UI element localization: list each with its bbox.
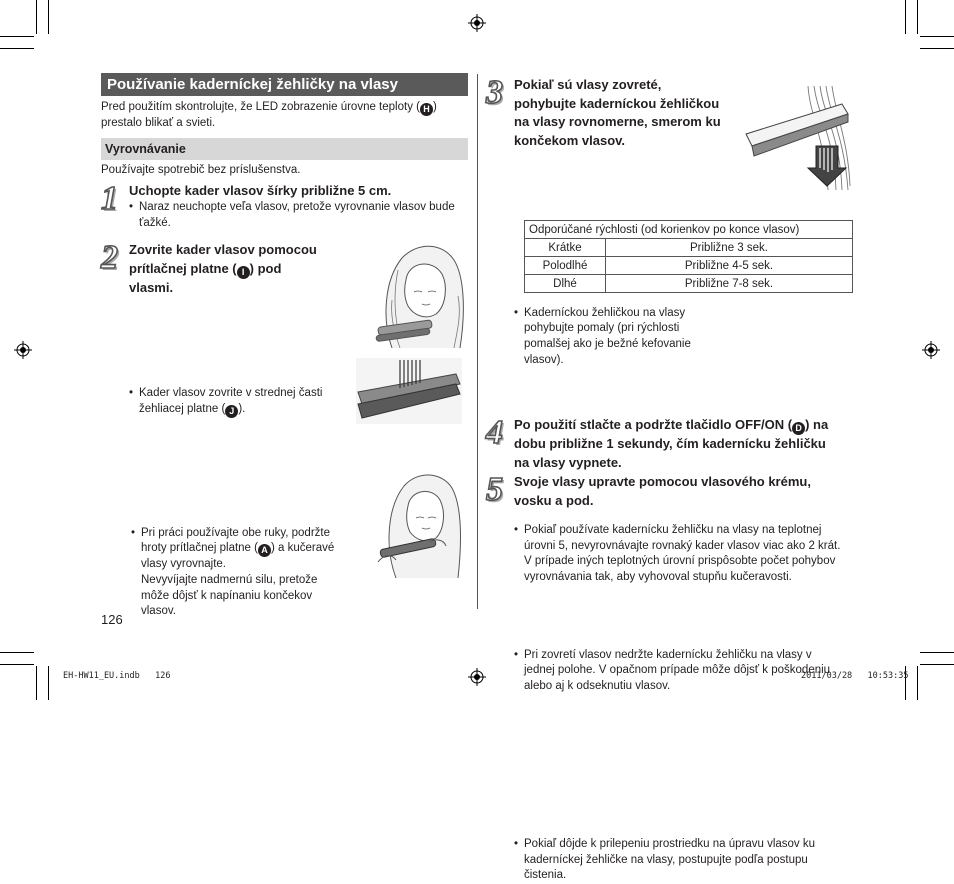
step-bullet: • Pokiaľ používate kadernícku žehličku na vlasy na teplotnej úrovni 5, nevyrovnávajte rovnaký kader vlasov viac ako 2 krát. V prípade iných teplotných úrovní prispôsobte počet pohybov vyrovnávania tak, aby vyhovoval stupňu kučeravosti. <box>514 524 841 583</box>
step-number: 1 <box>101 180 118 217</box>
marker-h-icon: H <box>420 103 433 116</box>
subsection-header: Vyrovnávanie <box>101 138 468 160</box>
marker-j-icon: J <box>225 405 238 418</box>
footer-datetime: 2011/03/28 10:53:35 <box>801 671 909 681</box>
registration-mark-icon <box>922 341 940 359</box>
step-bullet: • Naraz neuchopte veľa vlasov, pretože vyrovnanie vlasov bude ťažké. <box>129 201 455 229</box>
table-cell: Krátke <box>525 239 606 257</box>
registration-mark-icon <box>14 341 32 359</box>
table-header: Odporúčané rýchlosti (od korienkov po konce vlasov) <box>525 221 853 239</box>
footer-file: EH-HW11_EU.indb 126 <box>63 671 171 681</box>
speed-table <box>524 220 853 293</box>
intro-text: Pred použitím skontrolujte, že LED zobrazenie úrovne teploty ( H ) prestalo blikať a svieti. <box>101 101 437 129</box>
iron-moving-down-illustration <box>744 86 852 190</box>
table-header-row <box>525 221 853 239</box>
hair-styling-illustration <box>372 240 470 348</box>
page-number: 126 <box>101 612 123 627</box>
subsection-note: Používajte spotrebič bez príslušenstva. <box>101 164 301 176</box>
step-bullet: • Kaderníckou žehličkou na vlasy pohybujte pomaly (pri rýchlosti pomalšej ako je bežné kefovanie vlasov). <box>514 306 691 366</box>
marker-d-icon: D <box>792 422 805 435</box>
step-title: Po použití stlačte a podržte tlačidlo OFF/ON ( D ) na dobu približne 1 sekundy, čím kadernícku žehličku na vlasy vypnete. <box>514 417 829 470</box>
step-bullet: • Pri práci používajte obe ruky, podržte hroty prítlačnej platne ( A ) a kučeravé vlasy vyrovnajte. Nevyvíjajte nadmernú silu, pretože môže dôjsť k napínaniu končekov vlasov. <box>131 526 335 618</box>
registration-mark-icon <box>468 14 486 32</box>
step-title: Uchopte kader vlasov šírky približne 5 cm. <box>129 183 392 198</box>
step-title: Svoje vlasy upravte pomocou vlasového krému, vosku a pod. <box>514 474 811 508</box>
step-title: Pokiaľ sú vlasy zovreté, pohybujte kaderníckou žehličkou na vlasy rovnomerne, smerom ku končekom vlasov. <box>514 77 721 148</box>
iron-plate-illustration <box>356 358 462 424</box>
step-number: 4 <box>486 414 503 451</box>
table-row <box>525 275 853 293</box>
table-row <box>525 239 853 257</box>
table-row <box>525 257 853 275</box>
step-bullet: • Pri zovretí vlasov nedržte kadernícku žehličku na vlasy v jednej polohe. V opačnom prípade môže dôjsť k poškodeniu alebo aj k odseknutiu vlasov. <box>514 648 831 692</box>
table-cell: Približne 3 sek. <box>606 239 853 257</box>
hair-styling-two-hands-illustration <box>374 466 466 578</box>
table-cell: Približne 4-5 sek. <box>606 257 853 275</box>
step-title: Zovrite kader vlasov pomocou prítlačnej platne ( I ) pod vlasmi. <box>129 242 317 295</box>
step-bullet: • Kader vlasov zovrite v strednej časti žehliacej platne ( J ). <box>129 387 323 416</box>
marker-i-icon: I <box>237 266 250 279</box>
marker-a-icon: A <box>258 544 271 557</box>
registration-mark-icon <box>468 668 486 686</box>
table-cell: Polodlhé <box>525 257 606 275</box>
step-number: 3 <box>486 74 503 111</box>
section-header: Používanie kaderníckej žehličky na vlasy <box>101 73 468 96</box>
table-cell: Dlhé <box>525 275 606 293</box>
step-bullet: • Pokiaľ dôjde k prilepeniu prostriedku na úpravu vlasov ku kaderníckej žehličke na vlasy, postupujte podľa postupu čistenia. <box>514 838 816 882</box>
column-divider <box>477 74 478 609</box>
step-number: 2 <box>101 239 118 276</box>
step-number: 5 <box>486 471 503 508</box>
table-cell: Približne 7-8 sek. <box>606 275 853 293</box>
